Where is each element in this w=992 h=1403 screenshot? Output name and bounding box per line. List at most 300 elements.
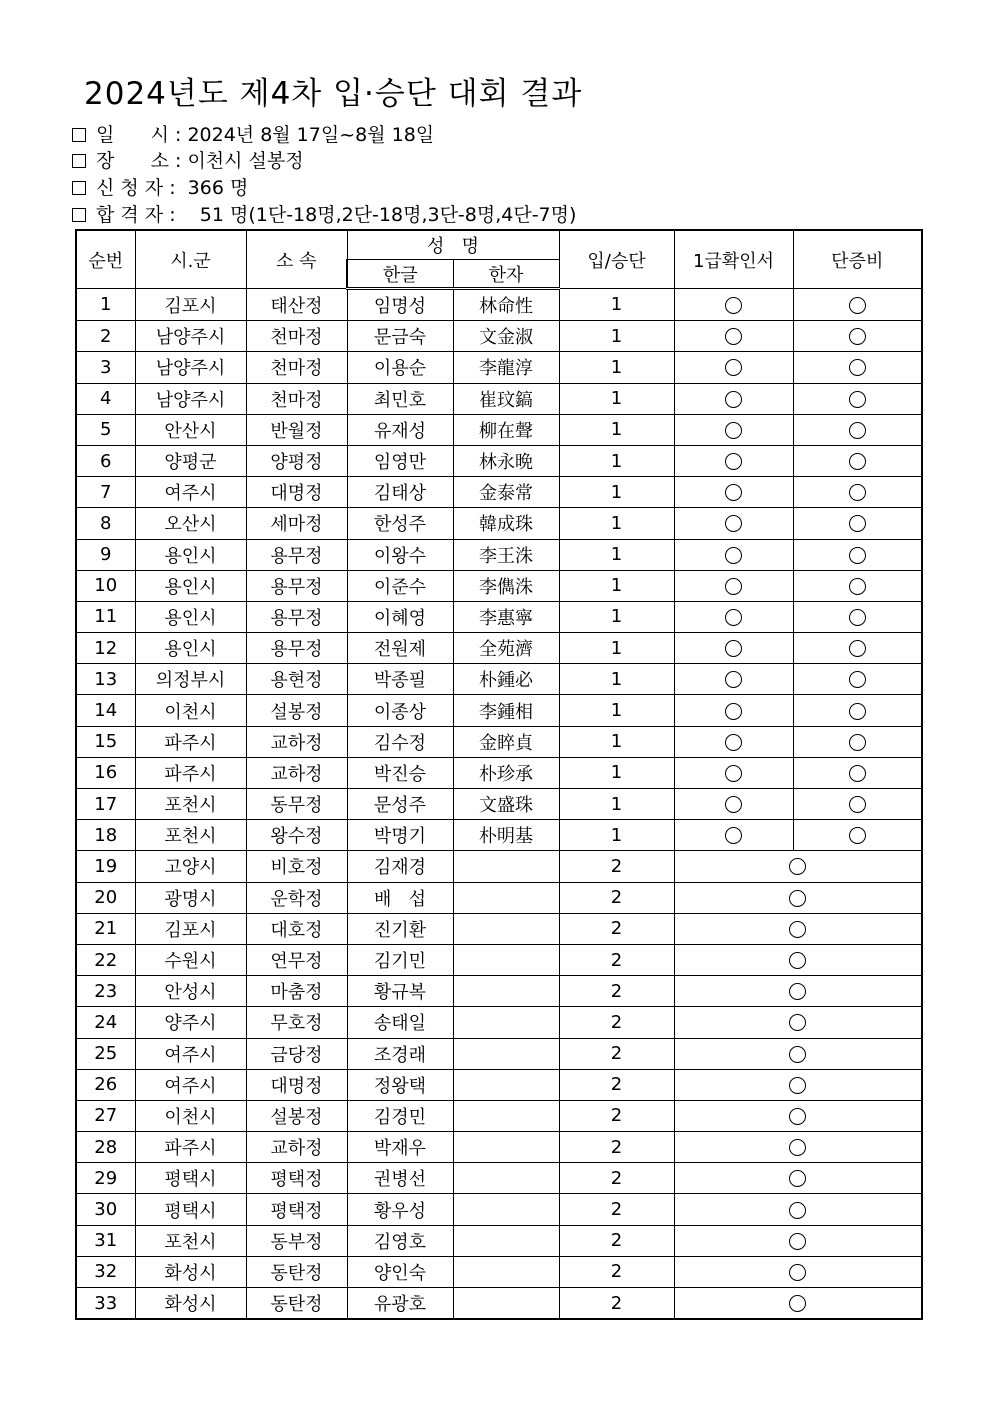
cell-city: 포천시 [135, 789, 246, 820]
cell-cert [674, 289, 793, 321]
header-hanja: 한자 [453, 260, 559, 289]
cell-club: 동부정 [246, 1225, 347, 1256]
cell-hanja: 柳在聲 [453, 414, 559, 445]
circle-mark-icon [789, 952, 806, 969]
cell-dan: 2 [559, 882, 674, 913]
table-row [76, 976, 922, 1007]
circle-mark-icon [849, 609, 866, 626]
cell-hangul: 문성주 [347, 789, 453, 820]
cell-cert [674, 477, 793, 508]
header-name: 성 명 [347, 230, 559, 260]
cell-hangul: 김수정 [347, 726, 453, 757]
circle-mark-icon [849, 703, 866, 720]
cell-hanja [453, 944, 559, 975]
table-row [76, 789, 922, 820]
cell-fee [674, 1256, 922, 1287]
circle-mark-icon [789, 1233, 806, 1250]
cell-club: 태산정 [246, 289, 347, 321]
circle-mark-icon [849, 515, 866, 532]
circle-mark-icon [725, 359, 742, 376]
cell-hanja: 金泰常 [453, 477, 559, 508]
cell-dan: 1 [559, 289, 674, 321]
cell-dan: 1 [559, 820, 674, 851]
table-row [76, 1007, 922, 1038]
cell-no: 22 [76, 944, 135, 975]
cell-dan: 2 [559, 851, 674, 882]
circle-mark-icon [849, 671, 866, 688]
table-row [76, 1038, 922, 1069]
cell-no: 31 [76, 1225, 135, 1256]
table-row [76, 539, 922, 570]
circle-mark-icon [849, 734, 866, 751]
cell-no: 25 [76, 1038, 135, 1069]
cell-hanja [453, 1100, 559, 1131]
cell-club: 용무정 [246, 633, 347, 664]
cell-hanja: 李儁洙 [453, 570, 559, 601]
cell-hanja: 朴珍承 [453, 757, 559, 788]
circle-mark-icon [725, 484, 742, 501]
cell-hangul: 양인숙 [347, 1256, 453, 1287]
header-club: 소 속 [246, 230, 347, 289]
table-row [76, 601, 922, 632]
cell-hangul: 이혜영 [347, 601, 453, 632]
circle-mark-icon [725, 671, 742, 688]
cell-no: 9 [76, 539, 135, 570]
cell-hanja: 李龍淳 [453, 352, 559, 383]
cell-no: 33 [76, 1288, 135, 1320]
cell-club: 마춤정 [246, 976, 347, 1007]
cell-hanja [453, 1007, 559, 1038]
cell-no: 5 [76, 414, 135, 445]
circle-mark-icon [849, 453, 866, 470]
cell-cert [674, 601, 793, 632]
cell-hanja [453, 1132, 559, 1163]
cell-club: 교하정 [246, 757, 347, 788]
cell-cert [674, 445, 793, 476]
cell-no: 27 [76, 1100, 135, 1131]
table-row [76, 913, 922, 944]
circle-mark-icon [849, 640, 866, 657]
cell-city: 남양주시 [135, 352, 246, 383]
cell-no: 24 [76, 1007, 135, 1038]
cell-dan: 2 [559, 944, 674, 975]
cell-dan: 2 [559, 1069, 674, 1100]
cell-no: 7 [76, 477, 135, 508]
cell-fee [793, 383, 922, 414]
cell-fee [674, 1100, 922, 1131]
circle-mark-icon [725, 515, 742, 532]
cell-hangul: 최민호 [347, 383, 453, 414]
cell-club: 대명정 [246, 477, 347, 508]
cell-fee [674, 1194, 922, 1225]
cell-hangul: 임영만 [347, 445, 453, 476]
cell-no: 3 [76, 352, 135, 383]
cell-city: 포천시 [135, 1225, 246, 1256]
cell-city: 양평군 [135, 445, 246, 476]
table-row [76, 726, 922, 757]
table-row [76, 445, 922, 476]
cell-hangul: 전원제 [347, 633, 453, 664]
cell-fee [793, 633, 922, 664]
cell-cert [674, 757, 793, 788]
cell-no: 29 [76, 1163, 135, 1194]
cell-fee [793, 539, 922, 570]
cell-hangul: 박진승 [347, 757, 453, 788]
cell-club: 운학정 [246, 882, 347, 913]
cell-city: 안성시 [135, 976, 246, 1007]
cell-city: 평택시 [135, 1194, 246, 1225]
table-row [76, 664, 922, 695]
cell-hangul: 김태상 [347, 477, 453, 508]
cell-club: 세마정 [246, 508, 347, 539]
header-dan: 입/승단 [559, 230, 674, 289]
cell-no: 12 [76, 633, 135, 664]
cell-fee [674, 1132, 922, 1163]
circle-mark-icon [725, 640, 742, 657]
circle-mark-icon [725, 328, 742, 345]
cell-dan: 2 [559, 1007, 674, 1038]
table-row [76, 477, 922, 508]
header-fee: 단증비 [793, 230, 922, 289]
cell-fee [793, 664, 922, 695]
header-cert: 1급확인서 [674, 230, 793, 289]
cell-hanja [453, 851, 559, 882]
cell-dan: 1 [559, 414, 674, 445]
circle-mark-icon [725, 609, 742, 626]
cell-hanja [453, 1256, 559, 1287]
cell-city: 여주시 [135, 477, 246, 508]
circle-mark-icon [849, 359, 866, 376]
cell-dan: 1 [559, 539, 674, 570]
circle-mark-icon [789, 1295, 806, 1312]
cell-no: 30 [76, 1194, 135, 1225]
table-row [76, 633, 922, 664]
cell-cert [674, 820, 793, 851]
checkbox-icon [72, 128, 86, 142]
circle-mark-icon [725, 796, 742, 813]
cell-city: 오산시 [135, 508, 246, 539]
cell-hanja [453, 1069, 559, 1100]
circle-mark-icon [849, 827, 866, 844]
cell-club: 무호정 [246, 1007, 347, 1038]
circle-mark-icon [849, 328, 866, 345]
cell-fee [674, 882, 922, 913]
circle-mark-icon [725, 422, 742, 439]
cell-fee [793, 477, 922, 508]
circle-mark-icon [789, 1014, 806, 1031]
cell-city: 안산시 [135, 414, 246, 445]
cell-hanja: 朴明基 [453, 820, 559, 851]
cell-cert [674, 539, 793, 570]
cell-fee [674, 976, 922, 1007]
cell-dan: 2 [559, 976, 674, 1007]
table-row [76, 414, 922, 445]
cell-fee [674, 1163, 922, 1194]
cell-fee [793, 321, 922, 352]
cell-fee [793, 508, 922, 539]
cell-dan: 2 [559, 1256, 674, 1287]
cell-hangul: 황규복 [347, 976, 453, 1007]
cell-club: 용무정 [246, 570, 347, 601]
cell-dan: 1 [559, 757, 674, 788]
cell-hanja: 李王洙 [453, 539, 559, 570]
table-row [76, 1225, 922, 1256]
cell-dan: 1 [559, 695, 674, 726]
cell-city: 평택시 [135, 1163, 246, 1194]
results-table [75, 229, 923, 1320]
cell-dan: 1 [559, 321, 674, 352]
circle-mark-icon [849, 796, 866, 813]
circle-mark-icon [849, 578, 866, 595]
cell-dan: 1 [559, 508, 674, 539]
cell-fee [674, 851, 922, 882]
cell-no: 17 [76, 789, 135, 820]
cell-hangul: 김기민 [347, 944, 453, 975]
cell-fee [674, 1069, 922, 1100]
circle-mark-icon [725, 703, 742, 720]
cell-no: 1 [76, 289, 135, 321]
cell-club: 설봉정 [246, 695, 347, 726]
cell-hangul: 유재성 [347, 414, 453, 445]
cell-dan: 2 [559, 913, 674, 944]
cell-dan: 1 [559, 633, 674, 664]
cell-hangul: 박명기 [347, 820, 453, 851]
cell-city: 화성시 [135, 1256, 246, 1287]
cell-hanja: 李惠寧 [453, 601, 559, 632]
cell-hangul: 김경민 [347, 1100, 453, 1131]
info-passed: 합 격 자 : 51 명(1단-18명,2단-18명,3단-8명,4단-7명) [72, 200, 576, 227]
cell-hangul: 정왕택 [347, 1069, 453, 1100]
cell-no: 11 [76, 601, 135, 632]
cell-fee [793, 289, 922, 321]
table-row [76, 851, 922, 882]
info-location: 장 소 : 이천시 설봉정 [72, 146, 304, 173]
circle-mark-icon [725, 547, 742, 564]
cell-cert [674, 726, 793, 757]
cell-city: 용인시 [135, 570, 246, 601]
cell-no: 10 [76, 570, 135, 601]
cell-fee [793, 601, 922, 632]
cell-city: 용인시 [135, 633, 246, 664]
cell-city: 이천시 [135, 1100, 246, 1131]
cell-city: 남양주시 [135, 321, 246, 352]
cell-cert [674, 321, 793, 352]
checkbox-icon [72, 181, 86, 195]
table-row [76, 352, 922, 383]
cell-no: 21 [76, 913, 135, 944]
cell-club: 비호정 [246, 851, 347, 882]
table-row [76, 1288, 922, 1320]
cell-hanja [453, 882, 559, 913]
circle-mark-icon [725, 765, 742, 782]
cell-club: 왕수정 [246, 820, 347, 851]
cell-cert [674, 352, 793, 383]
cell-hangul: 김재경 [347, 851, 453, 882]
circle-mark-icon [725, 578, 742, 595]
cell-no: 23 [76, 976, 135, 1007]
table-row [76, 882, 922, 913]
cell-club: 동탄정 [246, 1288, 347, 1320]
cell-cert [674, 789, 793, 820]
results-body [76, 289, 922, 1320]
cell-no: 8 [76, 508, 135, 539]
table-row [76, 289, 922, 321]
cell-city: 파주시 [135, 1132, 246, 1163]
cell-city: 양주시 [135, 1007, 246, 1038]
cell-no: 32 [76, 1256, 135, 1287]
cell-hanja [453, 1163, 559, 1194]
cell-club: 교하정 [246, 1132, 347, 1163]
table-row [76, 1069, 922, 1100]
cell-dan: 1 [559, 789, 674, 820]
cell-club: 금당정 [246, 1038, 347, 1069]
cell-city: 용인시 [135, 601, 246, 632]
table-row [76, 820, 922, 851]
cell-hanja [453, 1225, 559, 1256]
cell-fee [674, 1225, 922, 1256]
circle-mark-icon [725, 453, 742, 470]
checkbox-icon [72, 154, 86, 168]
cell-club: 대명정 [246, 1069, 347, 1100]
cell-dan: 1 [559, 601, 674, 632]
table-row [76, 695, 922, 726]
cell-hanja [453, 913, 559, 944]
circle-mark-icon [789, 1046, 806, 1063]
cell-fee [793, 570, 922, 601]
table-row [76, 1132, 922, 1163]
cell-fee [674, 1038, 922, 1069]
cell-fee [793, 352, 922, 383]
cell-no: 28 [76, 1132, 135, 1163]
cell-hangul: 유광호 [347, 1288, 453, 1320]
cell-hangul: 배 섭 [347, 882, 453, 913]
cell-cert [674, 414, 793, 445]
table-row [76, 383, 922, 414]
circle-mark-icon [789, 858, 806, 875]
cell-city: 여주시 [135, 1038, 246, 1069]
cell-club: 천마정 [246, 321, 347, 352]
circle-mark-icon [725, 391, 742, 408]
cell-hangul: 이용순 [347, 352, 453, 383]
cell-hangul: 권병선 [347, 1163, 453, 1194]
cell-hanja [453, 976, 559, 1007]
cell-club: 연무정 [246, 944, 347, 975]
cell-club: 용현정 [246, 664, 347, 695]
cell-fee [793, 726, 922, 757]
cell-hangul: 김영호 [347, 1225, 453, 1256]
cell-dan: 2 [559, 1194, 674, 1225]
circle-mark-icon [725, 734, 742, 751]
cell-no: 19 [76, 851, 135, 882]
cell-dan: 1 [559, 445, 674, 476]
cell-city: 이천시 [135, 695, 246, 726]
cell-hanja [453, 1038, 559, 1069]
cell-fee [674, 1007, 922, 1038]
cell-dan: 1 [559, 664, 674, 695]
cell-hangul: 이준수 [347, 570, 453, 601]
table-row [76, 757, 922, 788]
cell-club: 교하정 [246, 726, 347, 757]
cell-hanja: 韓成珠 [453, 508, 559, 539]
cell-hangul: 문금숙 [347, 321, 453, 352]
info-applicants: 신 청 자 : 366 명 [72, 173, 248, 200]
circle-mark-icon [789, 983, 806, 1000]
cell-fee [674, 944, 922, 975]
cell-fee [674, 1288, 922, 1320]
cell-city: 파주시 [135, 757, 246, 788]
circle-mark-icon [849, 391, 866, 408]
cell-hangul: 조경래 [347, 1038, 453, 1069]
cell-city: 김포시 [135, 289, 246, 321]
circle-mark-icon [849, 484, 866, 501]
cell-hanja: 林命性 [453, 289, 559, 321]
circle-mark-icon [789, 1077, 806, 1094]
cell-hangul: 박재우 [347, 1132, 453, 1163]
cell-club: 용무정 [246, 539, 347, 570]
cell-city: 고양시 [135, 851, 246, 882]
cell-city: 포천시 [135, 820, 246, 851]
cell-cert [674, 664, 793, 695]
cell-fee [674, 913, 922, 944]
circle-mark-icon [789, 1170, 806, 1187]
cell-dan: 1 [559, 477, 674, 508]
cell-dan: 2 [559, 1132, 674, 1163]
cell-city: 여주시 [135, 1069, 246, 1100]
cell-city: 광명시 [135, 882, 246, 913]
cell-club: 용무정 [246, 601, 347, 632]
cell-no: 2 [76, 321, 135, 352]
cell-dan: 2 [559, 1100, 674, 1131]
cell-club: 평택정 [246, 1194, 347, 1225]
circle-mark-icon [789, 1139, 806, 1156]
table-row [76, 321, 922, 352]
cell-fee [793, 757, 922, 788]
cell-fee [793, 695, 922, 726]
cell-dan: 2 [559, 1038, 674, 1069]
cell-hangul: 송태일 [347, 1007, 453, 1038]
table-row [76, 1163, 922, 1194]
circle-mark-icon [725, 827, 742, 844]
table-row [76, 508, 922, 539]
circle-mark-icon [725, 297, 742, 314]
cell-hanja: 林永晩 [453, 445, 559, 476]
circle-mark-icon [789, 1202, 806, 1219]
cell-hanja: 崔玟鎬 [453, 383, 559, 414]
cell-cert [674, 695, 793, 726]
cell-city: 김포시 [135, 913, 246, 944]
cell-city: 수원시 [135, 944, 246, 975]
cell-club: 천마정 [246, 383, 347, 414]
cell-hangul: 진기환 [347, 913, 453, 944]
circle-mark-icon [849, 422, 866, 439]
cell-hanja [453, 1194, 559, 1225]
cell-no: 15 [76, 726, 135, 757]
cell-hanja: 金睟貞 [453, 726, 559, 757]
table-row [76, 570, 922, 601]
cell-hangul: 이종상 [347, 695, 453, 726]
cell-club: 설봉정 [246, 1100, 347, 1131]
cell-hanja: 文金淑 [453, 321, 559, 352]
cell-city: 남양주시 [135, 383, 246, 414]
header-city: 시.군 [135, 230, 246, 289]
cell-club: 반월정 [246, 414, 347, 445]
page-title: 2024년도 제4차 입·승단 대회 결과 [84, 76, 583, 112]
cell-fee [793, 820, 922, 851]
cell-city: 파주시 [135, 726, 246, 757]
circle-mark-icon [849, 765, 866, 782]
cell-dan: 2 [559, 1163, 674, 1194]
checkbox-icon [72, 208, 86, 222]
